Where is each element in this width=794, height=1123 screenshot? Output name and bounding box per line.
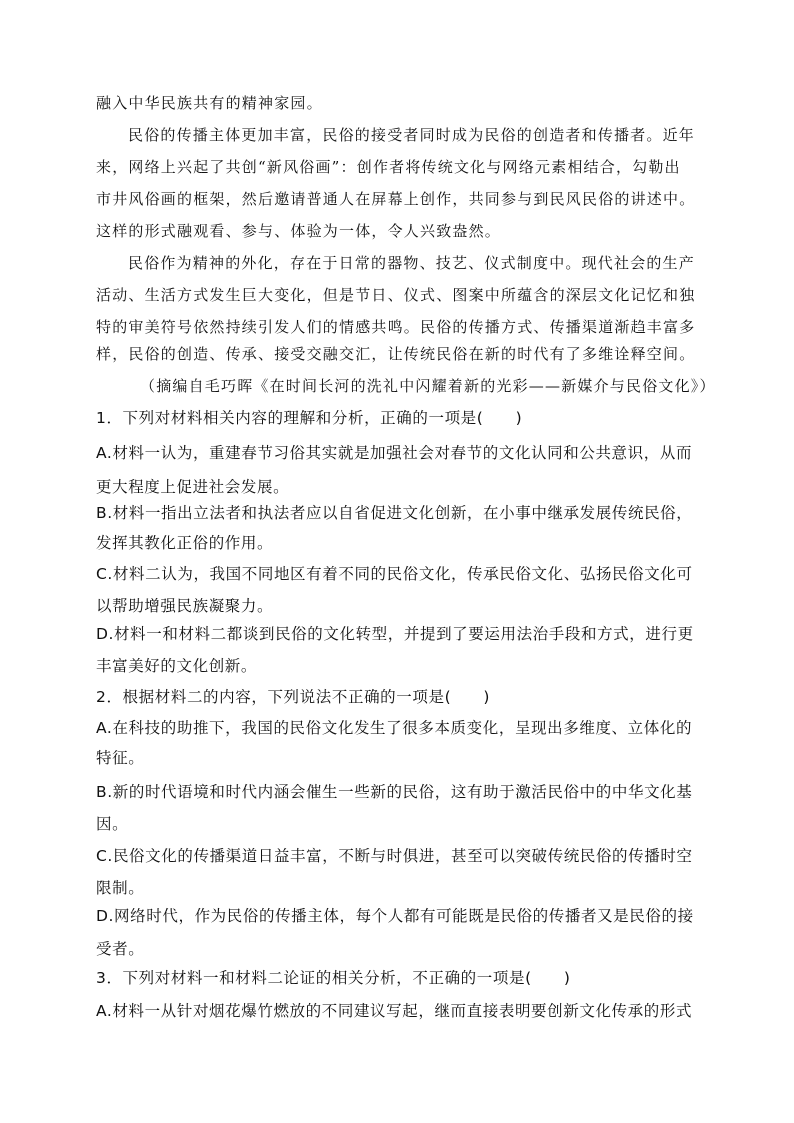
passage-line: 融入中华民族共有的精神家园。: [96, 94, 323, 112]
passage-line: 这样的形式融观看、参与、体验为一体，令人兴致盎然。: [96, 222, 502, 240]
question-2-option-b: B.新的时代语境和时代内涵会催生一些新的民俗，这有助于激活民俗中的中华文化基: [96, 783, 693, 801]
passage-line: 活动、生活方式发生巨大变化，但是节日、仪式、图案中所蕴含的深层文化记忆和独: [96, 286, 696, 304]
question-2-stem: 2．根据材料二的内容，下列说法不正确的一项是( ): [96, 688, 491, 706]
question-2-option-a-cont: 特征。: [96, 749, 145, 767]
question-2-option-c: C.民俗文化的传播渠道日益丰富，不断与时俱进，甚至可以突破传统民俗的传播时空: [96, 847, 693, 865]
passage-paragraph-start: 民俗作为精神的外化，存在于日常的器物、技艺、仪式制度中。现代社会的生产: [128, 254, 696, 272]
question-1-option-c: C.材料二认为，我国不同地区有着不同的民俗文化，传承民俗文化、弘扬民俗文化可: [96, 565, 693, 583]
question-1-option-b: B.材料一指出立法者和执法者应以自省促进文化创新，在小事中继承发展传统民俗，: [96, 504, 693, 522]
passage-paragraph-start: 民俗的传播主体更加丰富，民俗的接受者同时成为民俗的创造者和传播者。近年: [128, 126, 696, 144]
question-2-option-d: D.网络时代，作为民俗的传播主体，每个人都有可能既是民俗的传播者又是民俗的接: [96, 907, 694, 925]
question-1-option-a: A.材料一认为，重建春节习俗其实就是加强社会对春节的文化认同和公共意识，从而: [96, 444, 693, 462]
question-2-option-d-cont: 受者。: [96, 940, 145, 958]
question-2-option-a: A.在科技的助推下，我国的民俗文化发生了很多本质变化，呈现出多维度、立体化的: [96, 719, 693, 737]
passage-line: 样，民俗的创造、传承、接受交融交汇，让传统民俗在新的时代有了多维诠释空间。: [96, 345, 696, 363]
question-1-option-b-cont: 发挥其教化正俗的作用。: [96, 534, 274, 552]
question-3-stem: 3．下列对材料一和材料二论证的相关分析，不正确的一项是( ): [96, 969, 571, 987]
question-1-option-a-cont: 更大程度上促进社会发展。: [96, 478, 290, 496]
question-2-option-b-cont: 因。: [96, 815, 129, 833]
question-1-option-c-cont: 以帮助增强民族凝聚力。: [96, 597, 274, 615]
question-2-option-c-cont: 限制。: [96, 879, 145, 897]
passage-source-citation: （摘编自毛巧晖《在时间长河的洗礼中闪耀着新的光彩——新媒介与民俗文化》）: [140, 377, 716, 395]
passage-line: 来，网络上兴起了共创“新风俗画”：创作者将传统文化与网络元素相结合，勾勒出: [96, 158, 681, 176]
passage-line: 市井风俗画的框架，然后邀请普通人在屏幕上创作，共同参与到民风民俗的讲述中。: [96, 190, 696, 208]
question-1-option-d: D.材料一和材料二都谈到民俗的文化转型，并提到了要运用法治手段和方式，进行更: [96, 625, 694, 643]
question-1-option-d-cont: 丰富美好的文化创新。: [96, 657, 258, 675]
passage-line: 特的审美符号依然持续引发人们的情感共鸣。民俗的传播方式、传播渠道渐趋丰富多: [96, 318, 696, 336]
question-1-stem: 1．下列对材料相关内容的理解和分析，正确的一项是( ): [96, 409, 523, 427]
question-3-option-a: A.材料一从针对烟花爆竹燃放的不同建议写起，继而直接表明要创新文化传承的形式: [96, 1002, 693, 1020]
